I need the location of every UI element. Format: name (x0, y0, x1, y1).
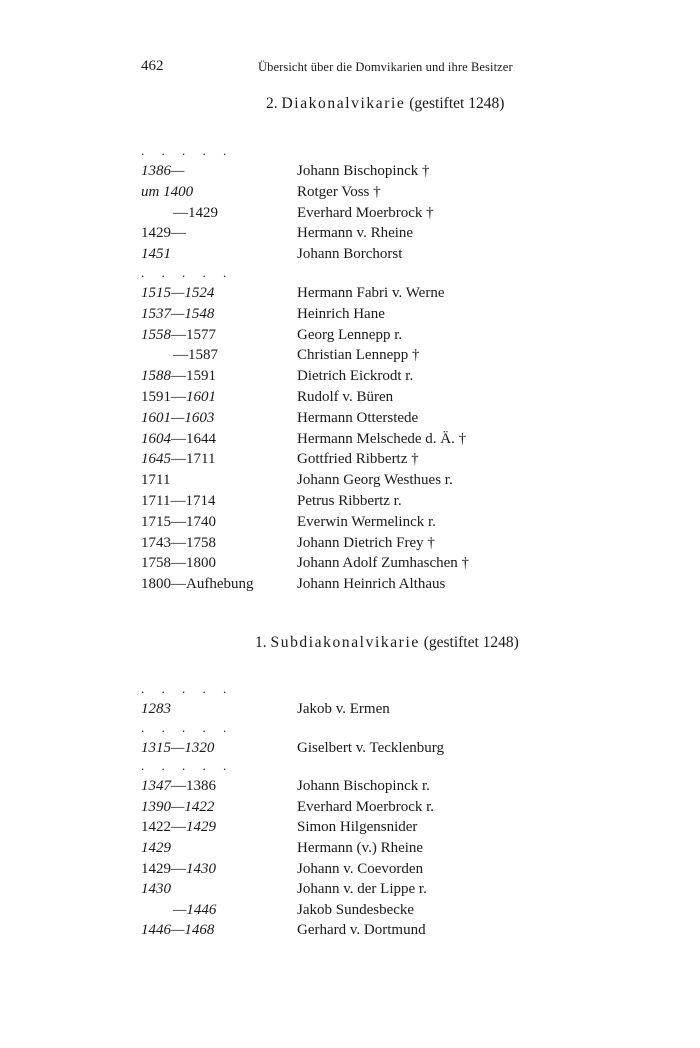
holder-name: Rudolf v. Büren (297, 389, 394, 405)
list-item (0, 555, 700, 576)
date-part: —1587 (173, 347, 218, 364)
tenure-dates (173, 347, 218, 364)
tenure-dates (141, 861, 216, 878)
list-item (0, 701, 700, 722)
date-part: 1429— (141, 860, 186, 877)
list-item (0, 306, 700, 327)
tenure-dates (141, 778, 216, 795)
date-part: 1429— (141, 225, 186, 242)
date-part: 1422— (141, 819, 186, 836)
date-part: 1800—Aufhebung (141, 576, 254, 593)
date-part: 1743—1758 (141, 534, 216, 551)
date-part: —1386 (171, 778, 216, 795)
list-item (0, 740, 700, 761)
omission-dots: . . . . . (141, 265, 234, 280)
list-item (0, 902, 700, 923)
omission-dots: . . . . . (141, 681, 234, 696)
list-item (0, 840, 700, 861)
date-part: 1430 (186, 860, 216, 877)
holder-name: Rotger Voss † (297, 183, 381, 200)
date-part: —1446 (173, 901, 217, 918)
date-part: 1386— (141, 163, 185, 179)
list-item (0, 493, 700, 514)
tenure-dates (141, 514, 216, 531)
tenure-dates (141, 740, 214, 757)
list-item (0, 327, 700, 348)
section-note: (gestiftet 1248) (409, 95, 505, 112)
section-heading-diakonal (266, 95, 504, 113)
date-part: 1430 (141, 881, 171, 898)
tenure-dates (141, 246, 171, 263)
list-item (0, 778, 700, 799)
holder-name: Gottfried Ribbertz † (297, 451, 419, 468)
holder-name: Johann Borchorst (297, 246, 403, 263)
omission-dots: . . . . . (141, 758, 234, 774)
tenure-dates (141, 493, 215, 510)
holder-name: Dietrich Eickrodt r. (297, 368, 414, 385)
holder-name: Johann Bischopinck † (297, 163, 430, 179)
date-part: 1588 (141, 368, 171, 385)
holder-name: Hermann (v.) Rheine (297, 840, 424, 856)
date-part: —1644 (171, 430, 216, 447)
date-part: 1711 (141, 472, 171, 489)
tenure-dates (141, 306, 214, 323)
date-part: 1601 (186, 389, 216, 405)
holder-name: Johann Adolf Zumhaschen † (297, 555, 470, 572)
list-item (0, 861, 700, 882)
tenure-dates (141, 840, 171, 857)
holder-name: Gerhard v. Dortmund (297, 922, 426, 939)
date-part: 1515—1524 (141, 285, 215, 301)
list-item (0, 410, 700, 431)
tenure-dates (141, 472, 170, 489)
holder-name: Everwin Wermelinck r. (297, 513, 436, 530)
date-part: 1537—1548 (141, 305, 215, 322)
list-item (0, 225, 700, 246)
list-item (0, 451, 700, 472)
list-item (0, 819, 700, 840)
holder-name: Johann Georg Westhues r. (297, 472, 453, 489)
date-part: 1601—1603 (141, 409, 215, 426)
list-item (0, 514, 700, 535)
holder-name: Johann v. der Lippe r. (297, 881, 427, 898)
date-part: —1577 (171, 326, 216, 343)
section-number: 2. (266, 95, 278, 112)
date-part: 1451 (141, 246, 171, 263)
holder-name: Petrus Ribbertz r. (297, 493, 402, 509)
section-title: Subdiakonalvikarie (270, 634, 420, 651)
tenure-dates (141, 431, 216, 448)
list-item (0, 184, 700, 205)
list-item (0, 246, 700, 267)
omission-dots: . . . . . (141, 143, 234, 158)
holder-name: Simon Hilgensnider (297, 819, 418, 836)
tenure-dates (141, 225, 186, 242)
list-item (0, 881, 700, 902)
list-item (0, 389, 700, 410)
date-part: 1711—1714 (141, 493, 216, 509)
tenure-dates (141, 368, 216, 385)
holder-name: Hermann Fabri v. Werne (297, 285, 445, 301)
date-part: 1604 (141, 430, 171, 447)
list-item (0, 347, 700, 368)
holder-name: Hermann Melschede d. Ä. † (297, 430, 467, 447)
holder-name: Heinrich Hane (297, 305, 385, 322)
date-part: 1591— (141, 389, 186, 405)
list-item (0, 576, 700, 597)
section-title: Diakonalvikarie (281, 95, 406, 112)
holder-name: Hermann Otterstede (297, 409, 419, 426)
tenure-dates (141, 535, 216, 552)
tenure-dates (141, 285, 214, 302)
tenure-dates (141, 389, 216, 406)
section-number: 1. (255, 634, 267, 651)
tenure-dates (141, 819, 216, 836)
list-item (0, 368, 700, 389)
holder-name: Everhard Moerbrock † (297, 204, 434, 221)
date-part: um 1400 (141, 183, 194, 200)
date-part: 1390—1422 (141, 798, 215, 815)
holder-name: Giselbert v. Tecklenburg (297, 739, 444, 756)
tenure-dates (141, 410, 214, 427)
date-part: 1645 (141, 451, 171, 468)
holder-name: Hermann v. Rheine (297, 225, 414, 242)
tenure-dates (141, 922, 214, 939)
holder-name: Johann Heinrich Althaus (297, 576, 446, 593)
list-item (0, 163, 700, 184)
date-part: 1429 (141, 840, 171, 856)
date-part: 1347 (141, 778, 171, 795)
tenure-dates (141, 555, 216, 572)
date-part: —1429 (173, 204, 218, 221)
list-item (0, 285, 700, 306)
page-header (0, 58, 700, 82)
holder-name: Jakob Sundesbecke (297, 901, 415, 918)
list-item (0, 431, 700, 452)
list-item (0, 535, 700, 556)
tenure-dates (173, 205, 218, 222)
date-part: 1446—1468 (141, 922, 215, 939)
tenure-dates (141, 799, 214, 816)
tenure-dates (141, 881, 171, 898)
date-part: 1558 (141, 326, 171, 343)
list-item (0, 922, 700, 943)
section-heading-subdiakonal (255, 634, 519, 652)
holder-name: Georg Lennepp r. (297, 326, 403, 343)
holder-name: Johann Bischopinck r. (297, 778, 430, 795)
tenure-dates (141, 576, 254, 593)
date-part: 1715—1740 (141, 513, 216, 530)
holder-name: Everhard Moerbrock r. (297, 798, 435, 815)
tenure-dates (173, 902, 216, 919)
tenure-dates (141, 327, 216, 344)
tenure-dates (141, 701, 171, 718)
running-title: Übersicht über die Domvikarien und ihre Besitzer (258, 60, 513, 74)
date-part: —1591 (171, 368, 216, 385)
tenure-dates (141, 163, 184, 180)
holder-name: Jakob v. Ermen (297, 701, 390, 717)
date-part: 1283 (141, 701, 171, 717)
list-item (0, 205, 700, 226)
date-part: 1429 (186, 819, 216, 836)
list-item (0, 799, 700, 820)
section-note: (gestiftet 1248) (423, 634, 519, 651)
page-number: 462 (141, 58, 164, 74)
holder-name: Christian Lennepp † (297, 347, 420, 364)
holder-name: Johann Dietrich Frey † (297, 534, 435, 551)
tenure-dates (141, 184, 193, 201)
omission-dots: . . . . . (141, 719, 234, 735)
holder-name: Johann v. Coevorden (297, 860, 424, 877)
list-item (0, 472, 700, 493)
date-part: 1758—1800 (141, 555, 216, 572)
date-part: —1711 (171, 451, 216, 468)
date-part: 1315—1320 (141, 739, 215, 756)
tenure-dates (141, 451, 215, 468)
